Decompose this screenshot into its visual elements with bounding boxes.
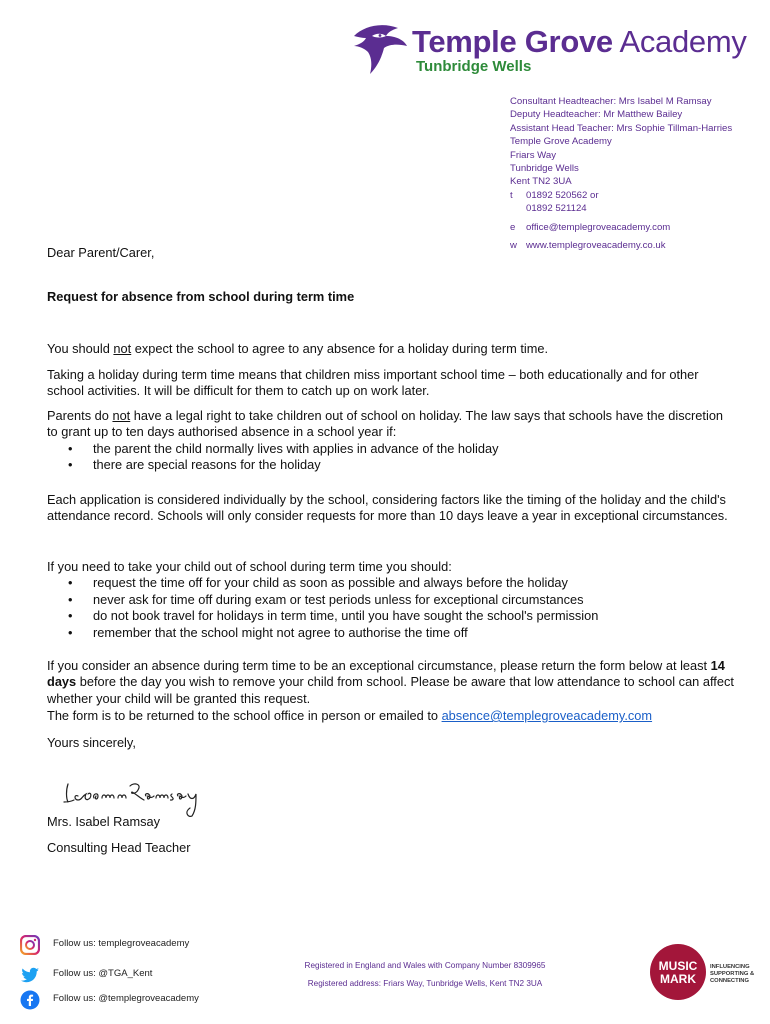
list-item: • the parent the child normally lives with applies in advance of the holiday <box>47 441 737 457</box>
eagle-logo-icon <box>352 22 408 76</box>
paragraph-6: If you consider an absence during term time to be an exceptional circumstance, please return the form below at least 14 days before the day you wish to remove your child from school. Please be aware that low attendance to school can affect whether your child will be granted this request. <box>47 658 734 706</box>
contact-block <box>510 95 765 252</box>
list-item: • never ask for time off during exam or test periods unless for exceptional circumstances <box>47 592 737 608</box>
address-line: Kent TN2 3UA <box>510 176 572 188</box>
instagram-icon <box>20 935 40 955</box>
paragraph-2: Taking a holiday during term time means that children miss important school time – both educationally and for other school activities. It will be difficult for them to catch up on work later. <box>47 367 699 399</box>
phone-line-2: 01892 521124 <box>526 203 587 215</box>
guidance-list <box>47 575 737 641</box>
twitter-label: Follow us: @TGA_Kent <box>53 968 153 979</box>
registered-address: Registered address: Friars Way, Tunbridge Wells, Kent TN2 3UA <box>307 979 543 988</box>
assistant-head: Assistant Head Teacher: Mrs Sophie Tillman-Harries <box>510 122 733 134</box>
signer-name: Mrs. Isabel Ramsay <box>47 814 161 829</box>
address-line: Tunbridge Wells <box>510 163 579 175</box>
instagram-label: Follow us: templegroveacademy <box>53 938 190 949</box>
phone-line-1: t 01892 520562 or <box>510 189 599 201</box>
address-line: Friars Way <box>510 149 557 161</box>
paragraph-7: The form is to be returned to the school office in person or emailed to absence@templegroveacademy.com <box>47 708 653 723</box>
paragraph-5: If you need to take your child out of school during term time you should: • request the time off for your child as soon as possible and always before the holiday • never ask for time off during exam or test periods unless for exceptional circumstances • do not book travel for holidays in term time, until you have sought the school's permission • remember that the school might not agree to authorise the time off <box>47 559 737 641</box>
absence-email-link[interactable]: absence@templegroveacademy.com <box>441 708 653 723</box>
paragraph-1: You should not expect the school to agree to any absence for a holiday during term time. <box>47 341 549 356</box>
school-name: Temple Grove Academy <box>412 24 747 59</box>
music-mark-logo <box>650 944 760 1004</box>
salutation: Dear Parent/Carer, <box>47 245 155 260</box>
list-item: • remember that the school might not agree to authorise the time off <box>47 625 737 641</box>
paragraph-3: Parents do not have a legal right to take children out of school on holiday. The law says that schools have the discretion to grant up to ten days authorised absence in a school year if: • the parent the child normally lives with applies in advance of the holiday • there are special reasons for the holiday <box>47 408 737 474</box>
music-mark-word-1: MUSIC <box>658 959 698 973</box>
email-line[interactable]: e office@templegroveacademy.com <box>510 221 671 233</box>
signature-image <box>60 772 210 820</box>
twitter-bird-icon <box>20 965 40 985</box>
facebook-icon <box>20 990 40 1010</box>
absence-conditions-list <box>47 441 737 474</box>
school-logo <box>352 22 762 82</box>
address-line: Temple Grove Academy <box>510 136 612 148</box>
paragraph-4: Each application is considered individually by the school, considering factors like the timing of the holiday and the child's attendance record. Schools will only consider requests for more than 10 days leave a year in exceptional circumstances. <box>47 492 728 524</box>
list-item: • do not book travel for holidays in term time, until you have sought the school's permission <box>47 608 737 624</box>
registered-company: Registered in England and Wales with Company Number 8309965 <box>304 961 546 970</box>
signer-title: Consulting Head Teacher <box>47 840 191 855</box>
music-mark-tagline: INFLUENCING SUPPORTING & CONNECTING <box>710 964 755 984</box>
closing: Yours sincerely, <box>47 735 136 750</box>
list-item: • request the time off for your child as soon as possible and always before the holiday <box>47 575 737 591</box>
facebook-label: Follow us: @templegroveacademy <box>53 993 199 1004</box>
deputy-head: Deputy Headteacher: Mr Matthew Bailey <box>510 109 683 121</box>
website-line[interactable]: w www.templegroveacademy.co.uk <box>510 240 666 252</box>
consultant-head: Consultant Headteacher: Mrs Isabel M Ramsay <box>510 96 712 107</box>
school-location: Tunbridge Wells <box>416 58 532 75</box>
list-item: • there are special reasons for the holiday <box>47 457 737 473</box>
music-mark-word-2: MARK <box>660 972 696 986</box>
letter-subject: Request for absence from school during term time <box>47 289 355 304</box>
